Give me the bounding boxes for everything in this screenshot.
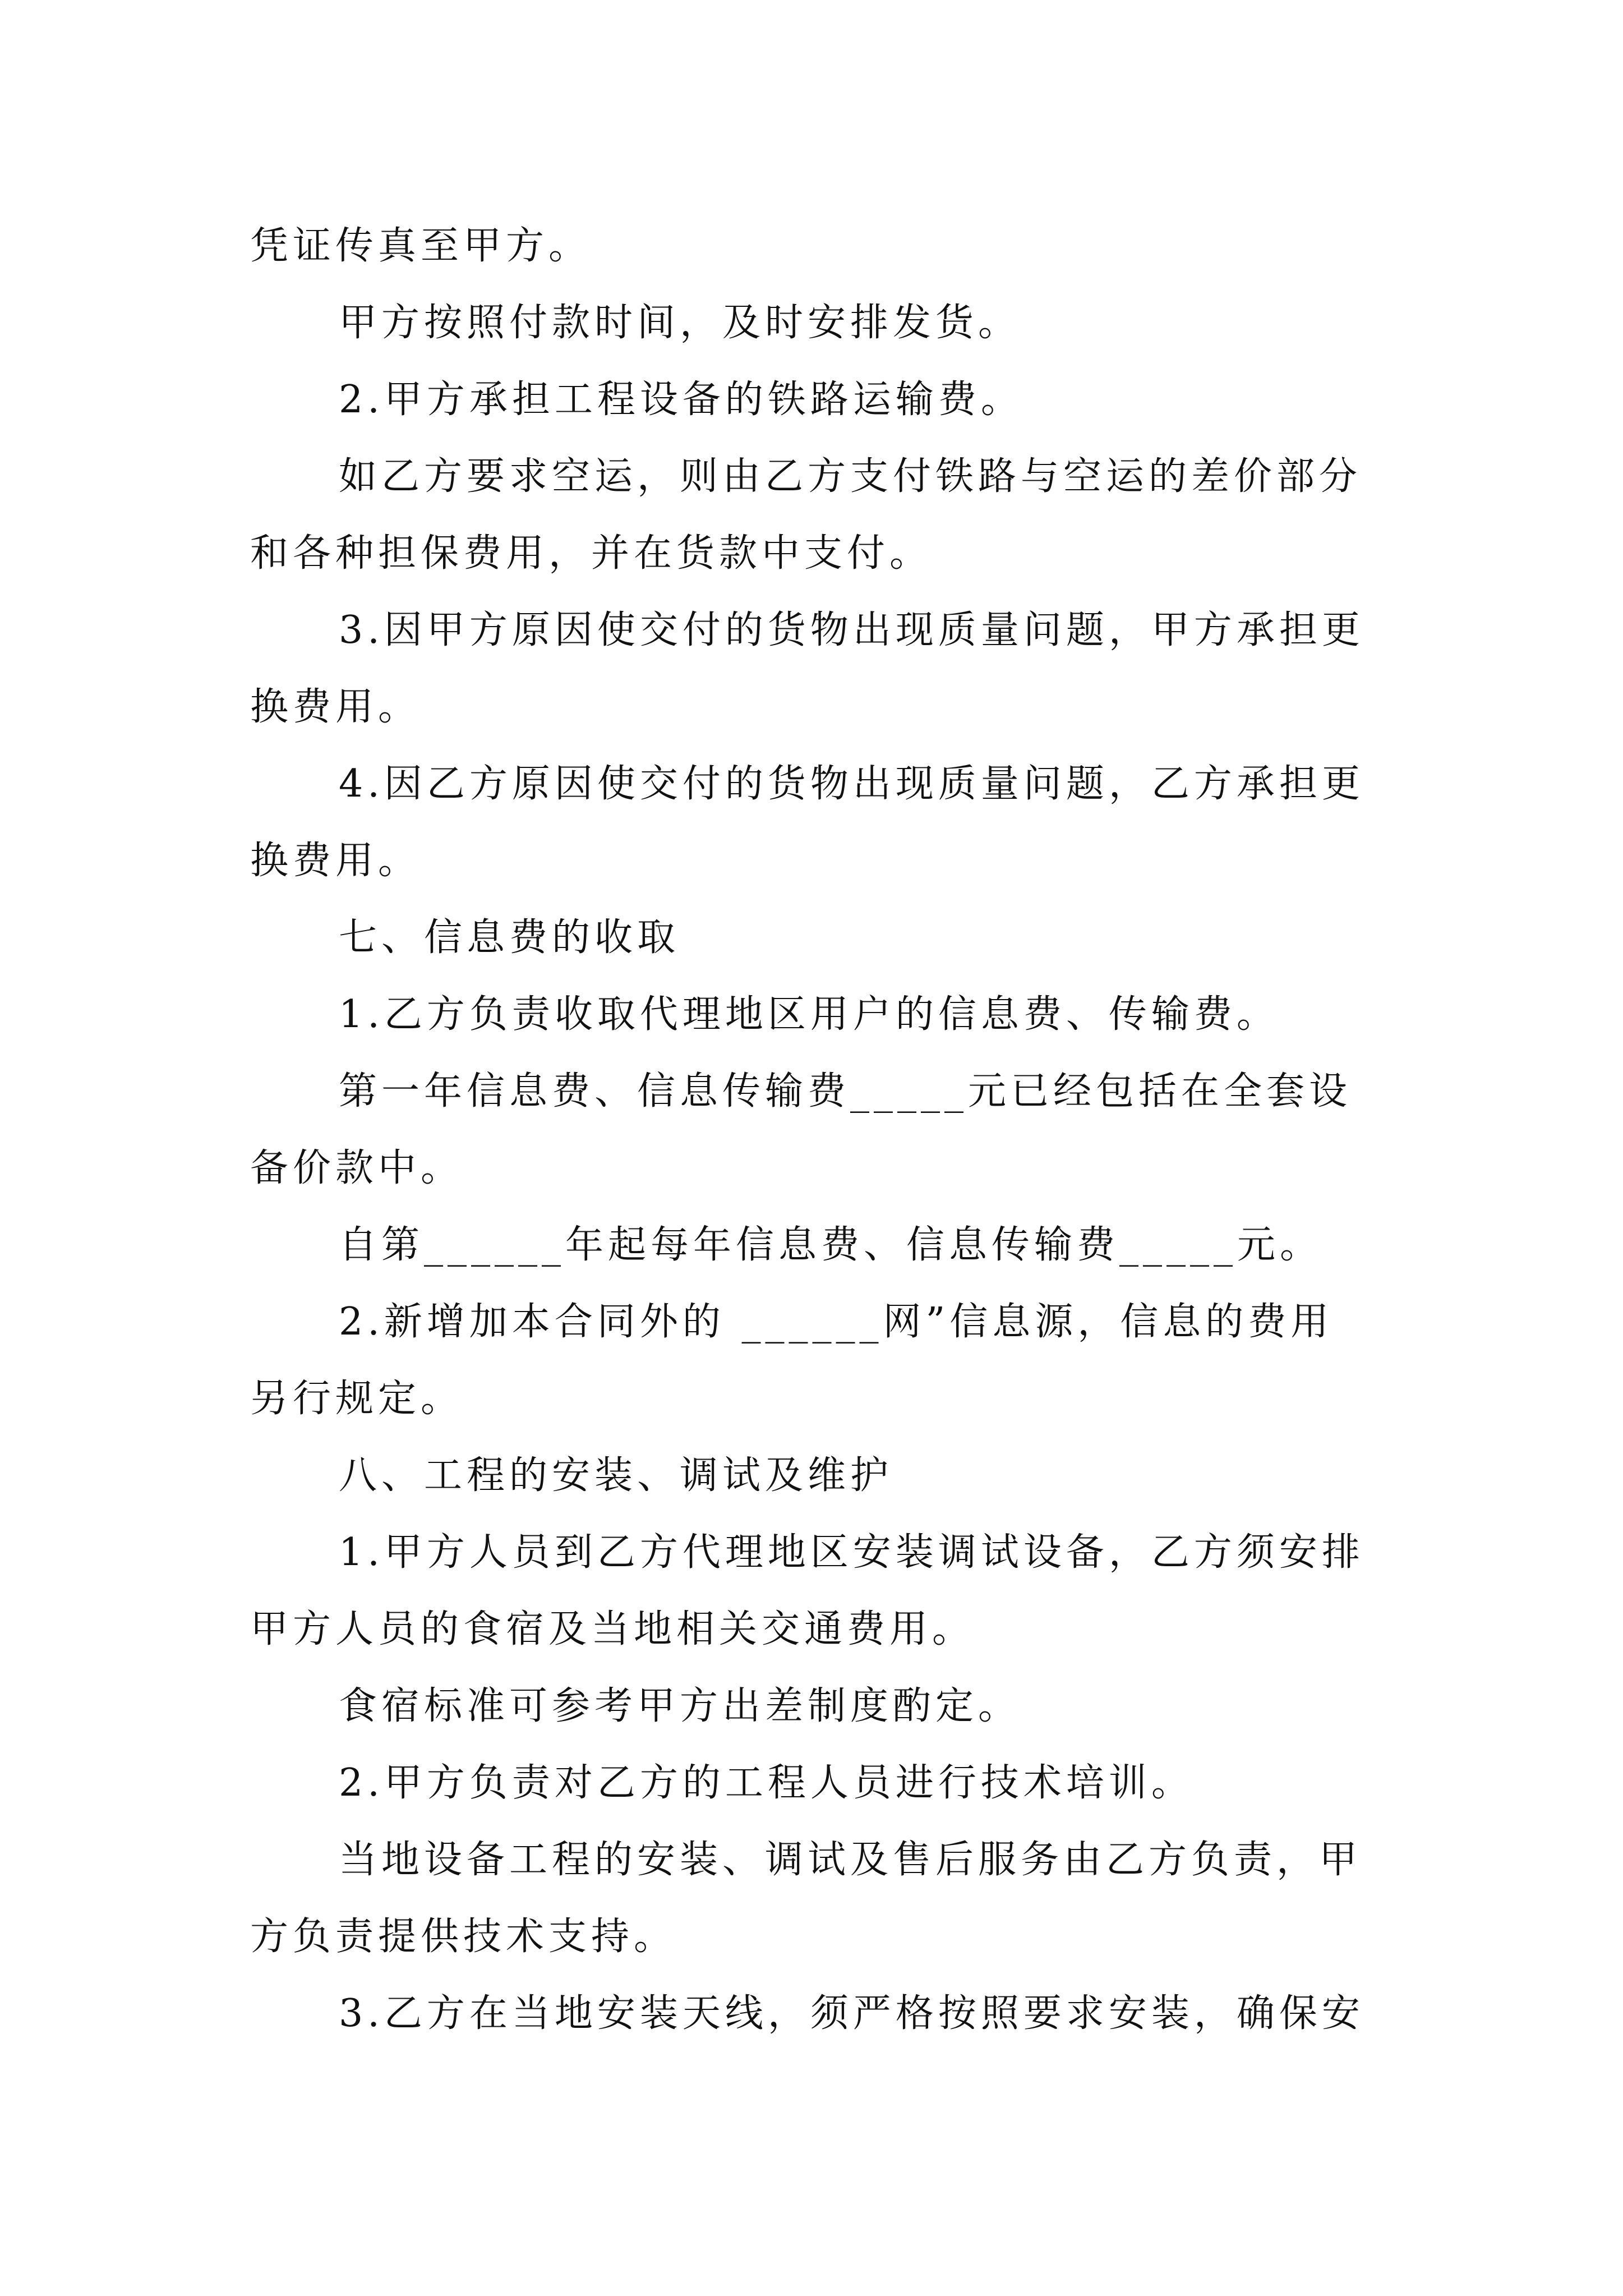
text-line: 1.乙方负责收取代理地区用户的信息费、传输费。: [339, 992, 1279, 1037]
text-line: 备价款中。: [250, 1146, 464, 1190]
text-line: 2.甲方承担工程设备的铁路运输费。: [339, 378, 1023, 422]
text-line: 1.甲方人员到乙方代理地区安装调试设备，乙方须安排: [339, 1530, 1364, 1575]
text-line: 第一年信息费、信息传输费_____元已经包括在全套设: [339, 1069, 1352, 1114]
section-heading: 七、信息费的收取: [339, 915, 680, 960]
document-body: [250, 208, 1394, 2052]
section-heading: 八、工程的安装、调试及维护: [339, 1453, 893, 1498]
text-line: 甲方人员的食宿及当地相关交通费用。: [250, 1607, 975, 1651]
text-line: 食宿标准可参考甲方出差制度酌定。: [339, 1684, 1021, 1728]
text-line: 3.乙方在当地安装天线，须严格按照要求安装，确保安: [339, 1991, 1364, 2036]
text-line: 另行规定。: [250, 1377, 464, 1421]
text-line: 如乙方要求空运，则由乙方支付铁路与空运的差价部分: [339, 454, 1362, 499]
text-line: 3.因甲方原因使交付的货物出现质量问题，甲方承担更: [339, 608, 1364, 652]
text-line: 换费用。: [250, 839, 421, 883]
text-line: 和各种担保费用，并在货款中支付。: [250, 531, 933, 576]
text-line: 甲方按照付款时间，及时安排发货。: [339, 301, 1021, 345]
text-line: 自第______年起每年信息费、信息传输费_____元。: [339, 1223, 1323, 1267]
text-line: 换费用。: [250, 685, 421, 729]
text-line: 凭证传真至甲方。: [250, 224, 592, 268]
text-line: 当地设备工程的安装、调试及售后服务由乙方负责，甲: [339, 1838, 1362, 1882]
text-line: 2.甲方负责对乙方的工程人员进行技术培训。: [339, 1761, 1194, 1805]
text-line: 2.新增加本合同外的 ______网”信息源，信息的费用: [339, 1300, 1334, 1344]
text-line: 方负责提供技术支持。: [250, 1915, 677, 1959]
text-line: 4.因乙方原因使交付的货物出现质量问题，乙方承担更: [339, 762, 1364, 806]
